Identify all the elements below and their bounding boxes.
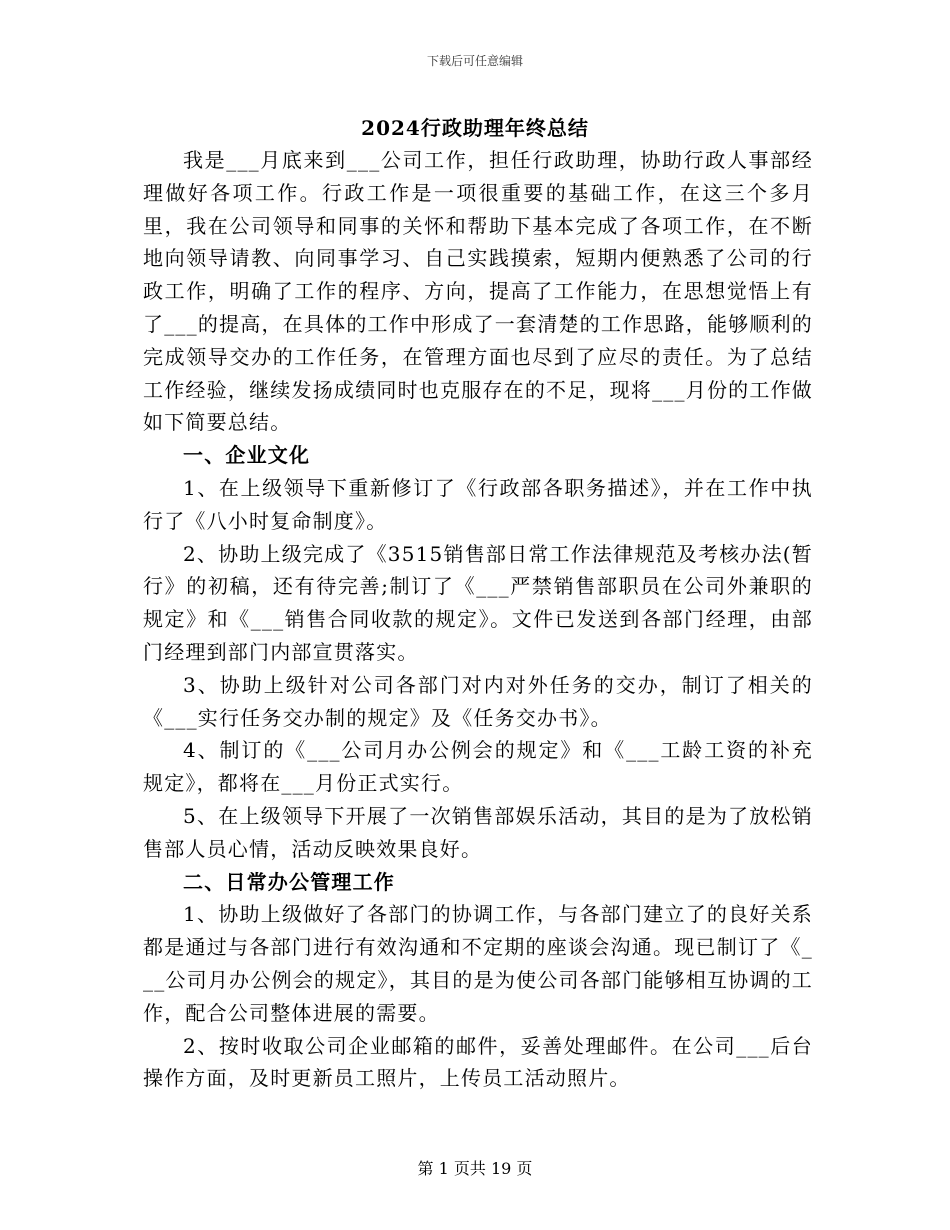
document-title: 2024行政助理年终总结 bbox=[361, 116, 589, 140]
paragraph: 4、制订的《___公司月办公例会的规定》和《___工龄工资的补充规定》，都将在___月份正式实行。 bbox=[143, 738, 813, 796]
page-header-note: 下载后可任意编辑 bbox=[426, 54, 523, 68]
paragraph: 5、在上级领导下开展了一次销售部娱乐活动，其目的是为了放松销售部人员心情，活动反映效果良好。 bbox=[143, 803, 813, 861]
paragraph: 1、协助上级做好了各部门的协调工作，与各部门建立了的良好关系都是通过与各部门进行有效沟通和不定期的座谈会沟通。现已制订了《___公司月办公例会的规定》，其目的是为使公司各部门能够相互协调的工作，配合公司整体进展的需要。 bbox=[143, 902, 813, 1025]
page-number: 第 1 页共 19 页 bbox=[417, 1159, 533, 1178]
paragraph: 2、协助上级完成了《3515销售部日常工作法律规范及考核办法(暂行》的初稿，还有待完善;制订了《___严禁销售部职员在公司外兼职的规定》和《___销售合同收款的规定》。文件已发送到各部门经理，由部门经理到部门内部宣贯落实。 bbox=[143, 541, 813, 664]
paragraph: 3、协助上级针对公司各部门对内对外任务的交办，制订了相关的《___实行任务交办制的规定》及《任务交办书》。 bbox=[143, 672, 813, 730]
section-heading-daily-office: 二、日常办公管理工作 bbox=[183, 869, 395, 894]
paragraph: 1、在上级领导下重新修订了《行政部各职务描述》，并在工作中执行了《八小时复命制度》。 bbox=[143, 475, 813, 533]
document-body bbox=[143, 144, 813, 1095]
paragraph: 2、按时收取公司企业邮箱的邮件，妥善处理邮件。在公司___后台操作方面，及时更新员工照片，上传员工活动照片。 bbox=[143, 1033, 813, 1091]
section-heading-corporate-culture: 一、企业文化 bbox=[183, 443, 311, 468]
intro-paragraph: 我是___月底来到___公司工作，担任行政助理，协助行政人事部经理做好各项工作。行政工作是一项很重要的基础工作，在这三个多月里，我在公司领导和同事的关怀和帮助下基本完成了各项工作，在不断地向领导请教、向同事学习、自己实践摸索，短期内便熟悉了公司的行政工作，明确了工作的程序、方向，提高了工作能力，在思想觉悟上有了___的提高，在具体的工作中形成了一套清楚的工作思路，能够顺利的完成领导交办的工作任务，在管理方面也尽到了应尽的责任。为了总结工作经验，继续发扬成绩同时也克服存在的不足，现将___月份的工作做如下简要总结。 bbox=[143, 148, 813, 435]
